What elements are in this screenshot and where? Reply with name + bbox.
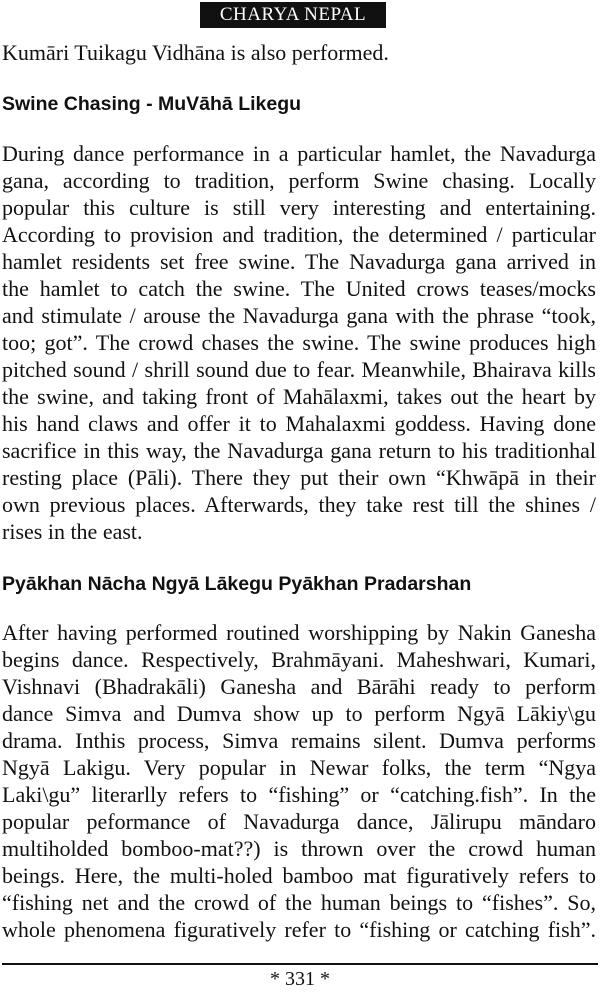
text-line: hamlet residents set free swine. The Navadurga gana arrived in bbox=[2, 249, 596, 274]
text-line: gana, according to tradition, perform Swine chasing. Locally bbox=[2, 168, 596, 193]
footer-rule bbox=[2, 963, 598, 965]
text-line: own previous places. Afterwards, they take rest till the shines / bbox=[2, 492, 596, 517]
text-line: too; got”. The crowd chases the swine. The swine produces high bbox=[2, 330, 596, 355]
text-line: pitched sound / shrill sound due to fear. Meanwhile, Bhairava kills bbox=[2, 357, 596, 382]
page-number: * 331 * bbox=[270, 968, 330, 990]
text-line: Ngyā Lakigu. Very popular in Newar folks, the term “Ngya bbox=[2, 755, 596, 780]
text-line: sacrifice in this way, the Navadurga gana return to his traditionhal bbox=[2, 438, 596, 463]
text-line: popular this culture is still very interesting and entertaining. bbox=[2, 195, 596, 220]
intro-line: Kumāri Tuikagu Vidhāna is also performed. bbox=[2, 40, 389, 65]
text-line: multiholded bomboo-mat??) is thrown over the crowd human bbox=[2, 836, 596, 861]
text-line: After having performed routined worshipping by Nakin Ganesha bbox=[2, 620, 596, 645]
section-heading-pyakhan-nacha: Pyākhan Nācha Ngyā Lākegu Pyākhan Pradarshan bbox=[2, 573, 472, 595]
text-line: his hand claws and offer it to Mahalaxmi goddess. Having done bbox=[2, 411, 596, 436]
text-line: “fishing net and the crowd of the human beings to “fishes”. So, bbox=[2, 890, 596, 915]
text-line: Laki\gu” literarlly refers to “fishing” or “catching.fish”. In the bbox=[2, 782, 596, 807]
text-line: resting place (Pāli). There they put their own “Khwāpā in their bbox=[2, 465, 596, 490]
text-line: and stimulate / arouse the Navadurga gana with the phrase “took, bbox=[2, 303, 596, 328]
text-line: beings. Here, the multi-holed bamboo mat figuratively refers to bbox=[2, 863, 596, 888]
running-header: CHARYA NEPAL bbox=[200, 2, 386, 28]
text-line: Vishnavi (Bhadrakāli) Ganesha and Bārāhi ready to perform bbox=[2, 674, 596, 699]
text-line: During dance performance in a particular hamlet, the Navadurga bbox=[2, 141, 596, 166]
text-line: dance Simva and Dumva show up to perform Ngyā Lākiy\gu bbox=[2, 701, 596, 726]
text-line: drama. Inthis process, Simva remains silent. Dumva performs bbox=[2, 728, 596, 753]
text-line: rises in the east. bbox=[2, 519, 143, 544]
text-line: popular peformance of Navadurga dance, Jālirupu māndaro bbox=[2, 809, 596, 834]
text-line: the hamlet to catch the swine. The United crows teases/mocks bbox=[2, 276, 596, 301]
text-line: the swine, and taking front of Mahālaxmi, takes out the heart by bbox=[2, 384, 596, 409]
text-line: According to provision and tradition, the determined / particular bbox=[2, 222, 596, 247]
text-line: begins dance. Respectively, Brahmāyani. Maheshwari, Kumari, bbox=[2, 647, 596, 672]
text-line: whole phenomena figuratively refer to “fishing or catching fish”. bbox=[2, 917, 596, 942]
section-heading-swine-chasing: Swine Chasing - MuVāhā Likegu bbox=[2, 93, 302, 115]
